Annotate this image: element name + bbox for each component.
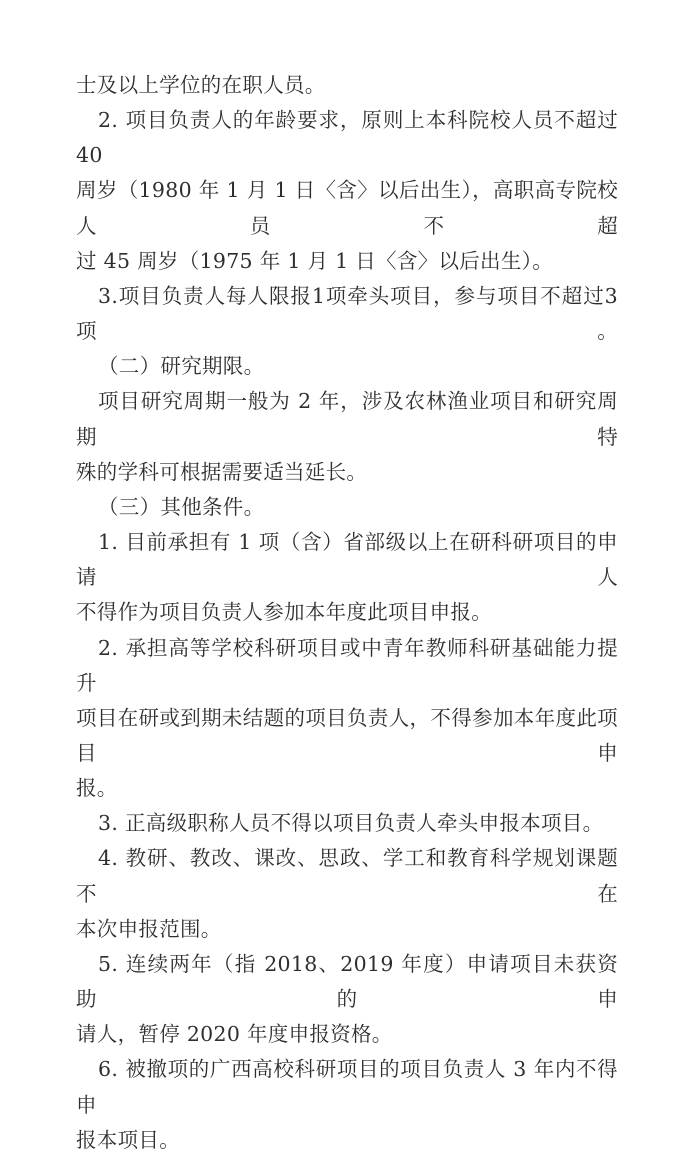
text-line: 1. 目前承担有 1 项（含）省部级以上在研科研项目的申请人: [76, 530, 618, 590]
section-heading: （三）其他条件。: [98, 494, 265, 519]
text-line: 请人，暂停 2020 年度申报资格。: [76, 1022, 393, 1047]
text-line: 5. 连续两年（指 2018、2019 年度）申请项目未获资助的申: [76, 951, 618, 1012]
text-line: 报。: [76, 776, 118, 801]
text-line: 项目研究周期一般为 2 年，涉及农林渔业项目和研究周期特: [76, 389, 618, 449]
text-line: 2. 项目负责人的年龄要求，原则上本科院校人员不超过 40: [76, 108, 618, 168]
text-line: 4. 教研、教改、课改、思政、学工和教育科学规划课题不在: [76, 846, 618, 906]
text-line: 3.项目负责人每人限报1项牵头项目，参与项目不超过3项。: [76, 283, 618, 344]
text-line: 不得作为项目负责人参加本年度此项目申报。: [76, 600, 492, 625]
text-line: 殊的学科可根据需要适当延长。: [76, 459, 368, 484]
text-line: 过 45 周岁（1975 年 1 月 1 日〈含〉以后出生）。: [76, 248, 554, 273]
document-body: [76, 68, 618, 1158]
text-line: 本次申报范围。: [76, 916, 222, 941]
section-heading: （二）研究期限。: [98, 354, 265, 379]
text-line: 周岁（1980 年 1 月 1 日〈含〉以后出生），高职高专院校人员不超: [76, 178, 618, 238]
text-line: 6. 被撤项的广西高校科研项目的项目负责人 3 年内不得申: [76, 1057, 618, 1117]
text-line: 3. 正高级职称人员不得以项目负责人牵头申报本项目。: [98, 811, 604, 836]
text-line: 项目在研或到期未结题的项目负责人，不得参加本年度此项目申: [76, 705, 618, 765]
text-line: 士及以上学位的在职人员。: [76, 73, 326, 97]
text-line: 2. 承担高等学校科研项目或中青年教师科研基础能力提升: [76, 635, 618, 695]
text-line: 报本项目。: [76, 1127, 180, 1152]
